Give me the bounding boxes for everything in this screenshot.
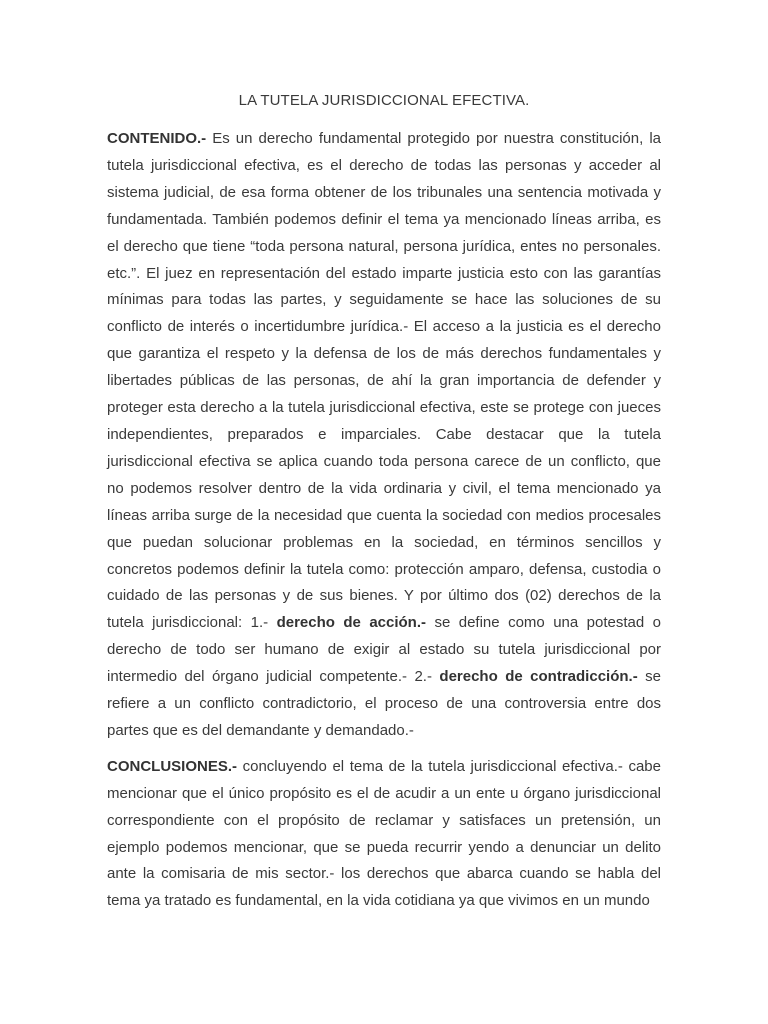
contenido-paragraph xyxy=(107,126,661,745)
conclusiones-text: concluyendo el tema de la tutela jurisdiccional efectiva.- cabe mencionar que el único propósito es el de acudir a un ente u órgano jurisdiccional correspondiente con el propósito de reclamar y satisfaces un pretensión, un ejemplo podemos mencionar, que se pueda recurrir yendo a denunciar un delito ante la comisaria de mis sector.- los derechos que abarca cuando se habla del tema ya tratado es fundamental, en la vida cotidiana ya que vivimos en un mundo xyxy=(107,757,661,910)
document-page xyxy=(107,90,661,924)
document-title: LA TUTELA JURISDICCIONAL EFECTIVA. xyxy=(238,92,530,109)
contenido-text-2: se define como una potestad o derecho de todo ser humano de exigir al estado su tutela jurisdiccional por intermedio del órgano judicial competente.- 2.- xyxy=(107,614,661,686)
term-derecho-de-accion: derecho de acción.- xyxy=(276,614,427,632)
conclusiones-paragraph xyxy=(107,754,661,915)
contenido-text-1: Es un derecho fundamental protegido por nuestra constitución, la tutela jurisdiccional efectiva, es el derecho de todas las personas y acceder al sistema judicial, de esa forma obtener de los tribunales una sentencia motivada y fundamentada. También podemos definir el tema ya mencionado líneas arriba, es el derecho que tiene “toda persona natural, persona jurídica, entes no personales. etc.”. El juez en representación del estado imparte justicia esto con las garantías mínimas para todas las partes, y seguidamente se hace las soluciones de su conflicto de interés o incertidumbre jurídica.- El acceso a la justicia es el derecho que garantiza el respeto y la defensa de los de más derechos fundamentales y libertades públicas de las personas, de ahí la gran importancia de defender y proteger esta derecho a la tutela jurisdiccional efectiva, este se protege con jueces independientes, preparados e imparciales. Cabe destacar que la tutela jurisdiccional efectiva se aplica cuando toda persona carece de un conflicto, que no podemos resolver dentro de la vida ordinaria y civil, el tema mencionado ya líneas arriba surge de la necesidad que cuenta la sociedad con medios procesales que puedan solucionar problemas en la sociedad, en términos sencillos y concretos podemos definir la tutela como: protección amparo, defensa, custodia o cuidado de las personas y de sus bienes. Y por último dos (02) derechos de la tutela jurisdiccional: 1.- xyxy=(107,130,661,632)
contenido-heading: CONTENIDO.- xyxy=(107,130,207,147)
conclusiones-heading: CONCLUSIONES.- xyxy=(107,757,238,775)
contenido-text-3: se refiere a un conflicto contradictorio, el proceso de una controversia entre dos partes que es del demandante y demandado.- xyxy=(107,668,661,739)
term-derecho-de-contradiccion: derecho de contradicción.- xyxy=(439,668,638,686)
